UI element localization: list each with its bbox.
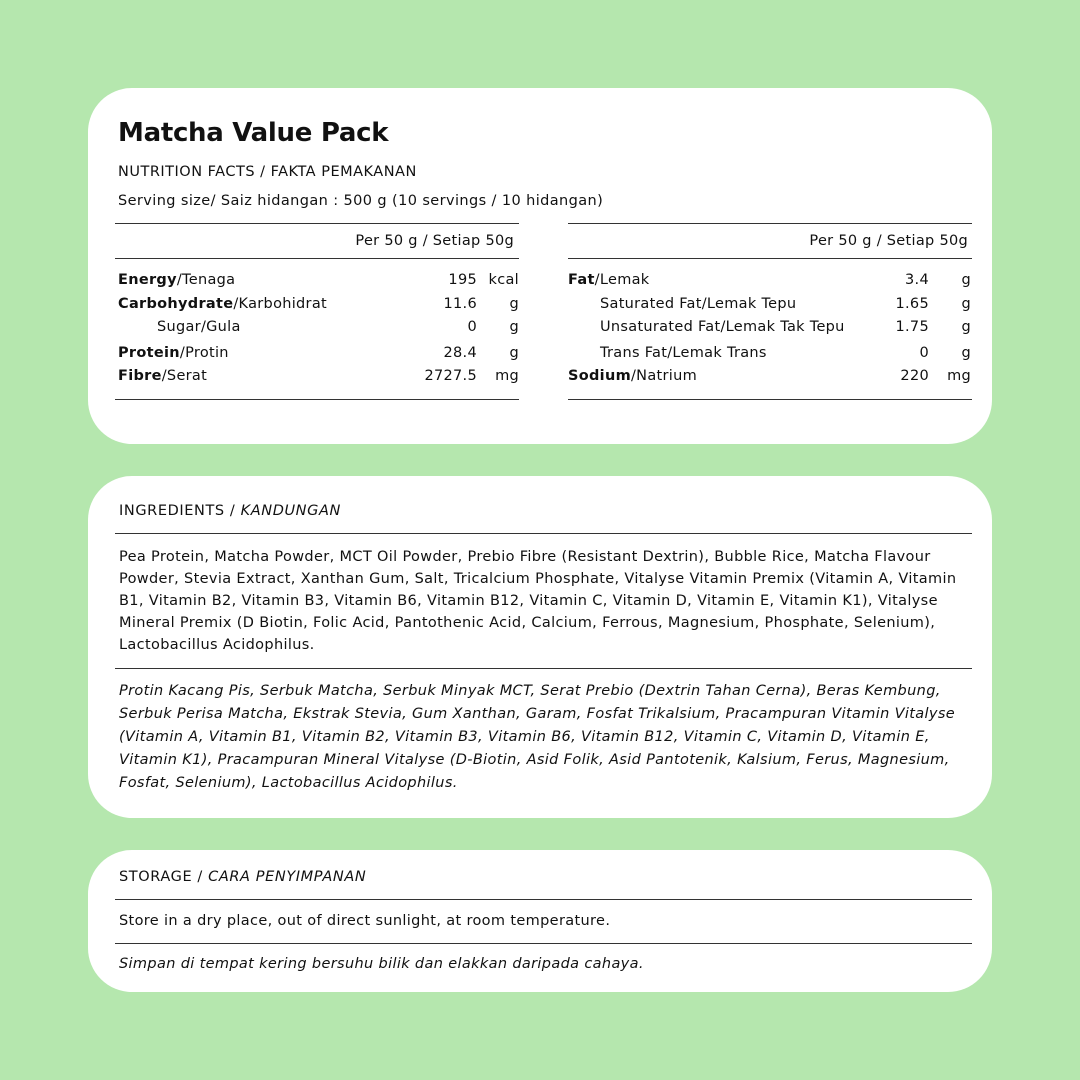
nutrient-name-bold: Energy <box>118 272 177 288</box>
nutrition-facts-heading: NUTRITION FACTS / FAKTA PEMAKANAN <box>118 164 417 180</box>
nutrient-row <box>568 272 971 294</box>
nutrient-name: /Karbohidrat <box>233 296 327 312</box>
nutrient-amount: 0 <box>467 319 477 335</box>
nutrient-row <box>118 319 519 341</box>
ingredients-divider <box>115 668 972 669</box>
ingredients-card <box>88 476 992 818</box>
nutrient-unit: g <box>509 319 519 335</box>
nutrient-unit: g <box>961 319 971 335</box>
ingredients-heading-ms: KANDUNGAN <box>240 503 341 519</box>
nutrient-name-bold: Carbohydrate <box>118 296 234 312</box>
storage-card <box>88 850 992 992</box>
nutrient-row <box>568 368 971 390</box>
nutrient-name: /Natrium <box>631 368 698 384</box>
right-table-top-rule <box>568 223 972 224</box>
nutrient-name: Sugar/Gula <box>157 319 241 335</box>
nutrient-label <box>568 368 697 384</box>
storage-malay: Simpan di tempat kering bersuhu bilik dan elakkan daripada cahaya. <box>119 956 644 972</box>
right-table-bottom-rule <box>568 399 972 400</box>
nutrient-unit: mg <box>947 368 971 384</box>
nutrient-unit: mg <box>495 368 519 384</box>
nutrient-row <box>118 272 519 294</box>
nutrient-amount: 1.65 <box>895 296 929 312</box>
storage-top-rule <box>115 899 972 900</box>
nutrient-amount: 220 <box>900 368 929 384</box>
nutrient-amount: 0 <box>919 345 929 361</box>
nutrient-amount: 2727.5 <box>424 368 477 384</box>
nutrient-unit: g <box>961 272 971 288</box>
nutrient-label <box>600 296 796 312</box>
ingredients-malay: Protin Kacang Pis, Serbuk Matcha, Serbuk Minyak MCT, Serat Prebio (Dextrin Tahan Cerna), Beras Kembung, Serbuk Perisa Matcha, Ekstrak Stevia, Gum Xanthan, Garam, Fosfat Trikalsium, Pracampuran Vitamin Vitalyse (Vitamin A, Vitamin B1, Vitamin B2, Vitamin B3, Vitamin B6, Vitamin B12, Vitamin C, Vitamin D, Vitamin E, Vitamin K1), Pracampuran Mineral Vitalyse (D-Biotin, Asid Folik, Asid Pantotenik, Kalsium, Ferus, Magnesium, Fosfat, Selenium), Lactobacillus Acidophilus. <box>119 683 955 791</box>
nutrient-name: /Protin <box>179 345 229 361</box>
nutrient-unit: g <box>509 296 519 312</box>
nutrient-label <box>600 345 767 361</box>
nutrient-name: /Tenaga <box>176 272 236 288</box>
nutrient-label <box>118 272 235 288</box>
nutrient-label <box>118 345 229 361</box>
nutrient-row <box>568 319 971 341</box>
nutrient-label <box>600 319 845 335</box>
nutrient-label <box>157 319 241 335</box>
storage-english: Store in a dry place, out of direct sunlight, at room temperature. <box>119 913 611 929</box>
nutrient-label <box>118 368 207 384</box>
nutrient-name: Trans Fat/Lemak Trans <box>600 345 767 361</box>
nutrient-row <box>568 296 971 318</box>
nutrient-unit: kcal <box>488 272 519 288</box>
nutrient-name: Saturated Fat/Lemak Tepu <box>600 296 797 312</box>
nutrient-row <box>118 345 519 367</box>
storage-heading-en: STORAGE / <box>119 869 209 885</box>
ingredients-heading-en: INGREDIENTS / <box>119 503 241 519</box>
nutrient-name-bold: Protein <box>118 345 180 361</box>
nutrient-name: /Lemak <box>594 272 650 288</box>
nutrient-row <box>118 368 519 390</box>
ingredients-heading <box>119 503 341 519</box>
nutrient-amount: 11.6 <box>443 296 477 312</box>
nutrient-name-bold: Fibre <box>118 368 162 384</box>
storage-heading-ms: CARA PENYIMPANAN <box>208 869 367 885</box>
nutrient-name: /Serat <box>161 368 208 384</box>
nutrient-unit: g <box>509 345 519 361</box>
left-table-header-rule <box>115 258 519 259</box>
nutrient-unit: g <box>961 296 971 312</box>
nutrient-amount: 3.4 <box>905 272 929 288</box>
ingredients-top-rule <box>115 533 972 534</box>
nutrient-name-bold: Fat <box>568 272 595 288</box>
nutrient-row <box>568 345 971 367</box>
nutrition-card <box>88 88 992 444</box>
storage-heading <box>119 869 366 885</box>
right-column-header: Per 50 g / Setiap 50g <box>809 233 968 249</box>
nutrient-label <box>118 296 327 312</box>
nutrient-unit: g <box>961 345 971 361</box>
ingredients-english: Pea Protein, Matcha Powder, MCT Oil Powder, Prebio Fibre (Resistant Dextrin), Bubble Rice, Matcha Flavour Powder, Stevia Extract, Xanthan Gum, Salt, Tricalcium Phosphate, Vitalyse Vitamin Premix (Vitamin A, Vitamin B1, Vitamin B2, Vitamin B3, Vitamin B6, Vitamin B12, Vitamin C, Vitamin D, Vitamin E, Vitamin K1), Vitalyse Mineral Premix (D Biotin, Folic Acid, Pantothenic Acid, Calcium, Ferrous, Magnesium, Phosphate, Selenium), Lactobacillus Acidophilus. <box>119 549 957 653</box>
nutrient-amount: 1.75 <box>895 319 929 335</box>
nutrient-label <box>568 272 650 288</box>
nutrient-name-bold: Sodium <box>568 368 631 384</box>
serving-size: Serving size/ Saiz hidangan : 500 g (10 servings / 10 hidangan) <box>118 193 604 209</box>
nutrient-amount: 195 <box>448 272 477 288</box>
nutrient-name: Unsaturated Fat/Lemak Tak Tepu <box>600 319 845 335</box>
right-table-header-rule <box>568 258 972 259</box>
product-title: Matcha Value Pack <box>118 118 389 148</box>
storage-divider <box>115 943 972 944</box>
left-table-bottom-rule <box>115 399 519 400</box>
left-table-top-rule <box>115 223 519 224</box>
nutrient-amount: 28.4 <box>443 345 477 361</box>
nutrient-row <box>118 296 519 318</box>
left-column-header: Per 50 g / Setiap 50g <box>355 233 514 249</box>
